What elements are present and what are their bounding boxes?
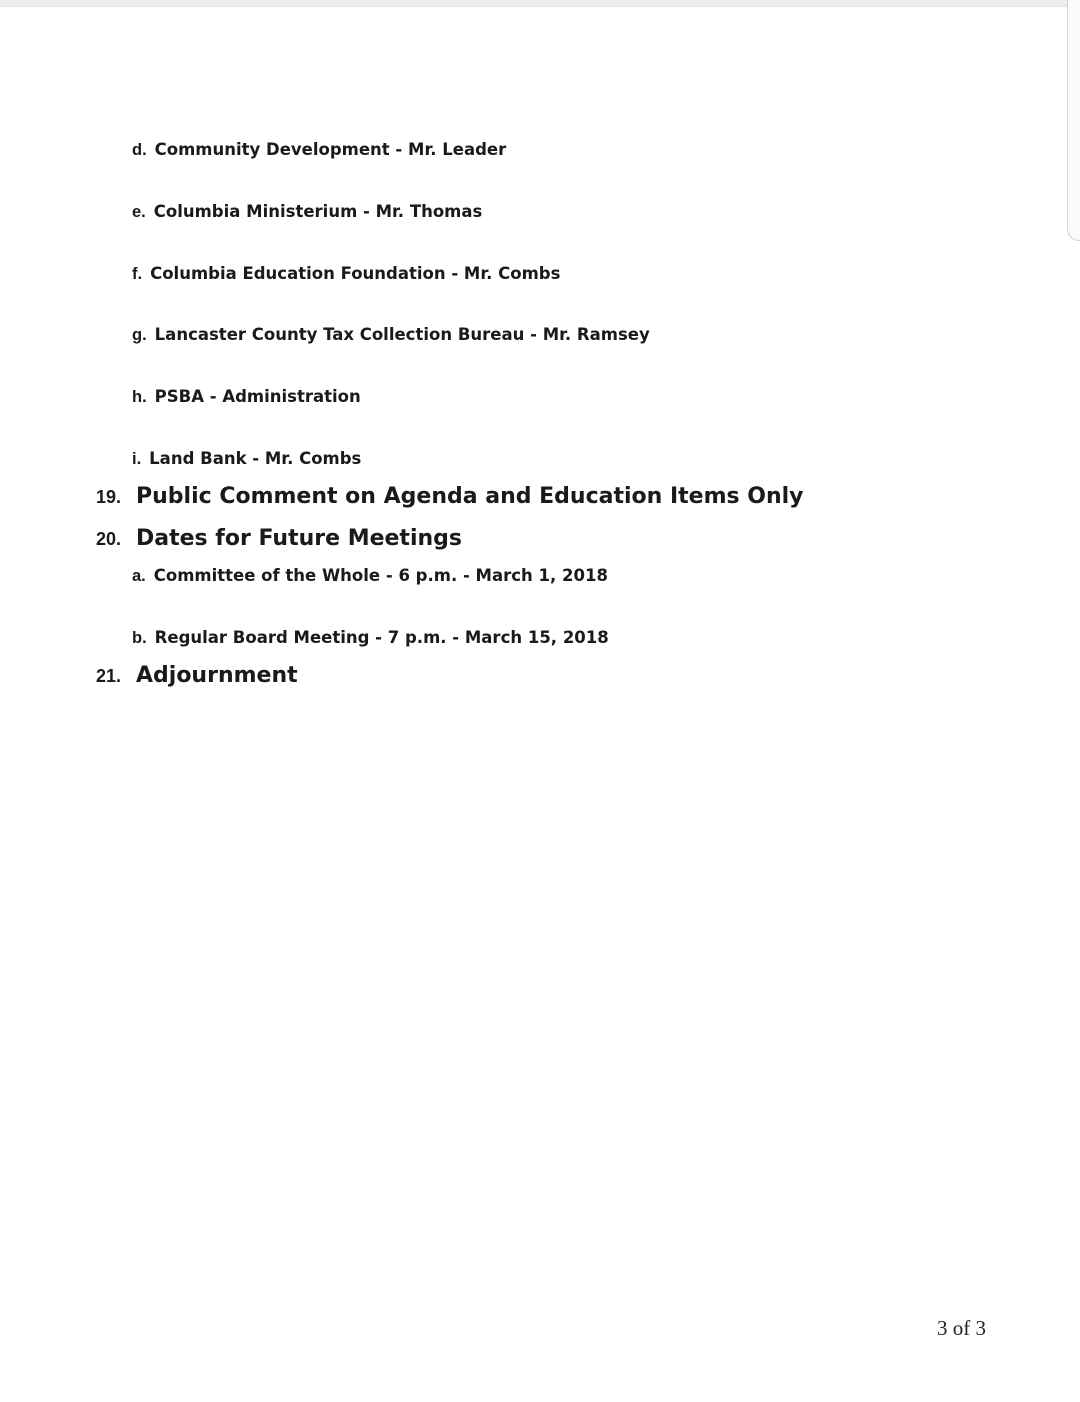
subitem-text: Regular Board Meeting - 7 p.m. - March 15, 2018 bbox=[154, 628, 609, 647]
agenda-subitem bbox=[132, 264, 560, 284]
viewer-top-strip bbox=[0, 0, 1080, 7]
item-number: 20. bbox=[96, 529, 122, 549]
subitem-text: Columbia Education Foundation - Mr. Combs bbox=[150, 264, 561, 283]
agenda-item-20 bbox=[96, 524, 462, 555]
agenda-subitem bbox=[132, 325, 650, 345]
viewer-edge-tab[interactable] bbox=[1067, 0, 1080, 241]
agenda-item-21 bbox=[96, 661, 298, 692]
subitem-letter: b. bbox=[132, 629, 147, 647]
item-number: 21. bbox=[96, 666, 122, 686]
subitem-letter: i. bbox=[132, 450, 142, 468]
subitem-text: Lancaster County Tax Collection Bureau - Mr. Ramsey bbox=[154, 325, 650, 344]
agenda-subitem bbox=[132, 140, 506, 160]
item-number: 19. bbox=[96, 487, 122, 507]
agenda-subitem bbox=[132, 628, 609, 648]
subitem-text: Columbia Ministerium - Mr. Thomas bbox=[153, 202, 483, 221]
subitem-letter: h. bbox=[132, 388, 147, 406]
subitem-text: Community Development - Mr. Leader bbox=[154, 140, 507, 159]
subitem-text: Committee of the Whole - 6 p.m. - March 1, 2018 bbox=[153, 566, 608, 585]
item-title: Public Comment on Agenda and Education Items Only bbox=[136, 484, 804, 509]
subitem-text: PSBA - Administration bbox=[154, 387, 361, 406]
agenda-subitem bbox=[132, 566, 608, 586]
subitem-text: Land Bank - Mr. Combs bbox=[149, 449, 362, 468]
subitem-letter: f. bbox=[132, 265, 143, 283]
agenda-subitem bbox=[132, 387, 361, 407]
subitem-letter: e. bbox=[132, 203, 146, 221]
page-number: 3 of 3 bbox=[937, 1316, 986, 1340]
subitem-letter: a. bbox=[132, 567, 146, 585]
agenda-subitem bbox=[132, 449, 361, 469]
agenda-subitem bbox=[132, 202, 482, 222]
subitem-letter: g. bbox=[132, 326, 147, 344]
item-title: Dates for Future Meetings bbox=[136, 526, 462, 551]
item-title: Adjournment bbox=[136, 663, 298, 688]
subitem-letter: d. bbox=[132, 141, 147, 159]
agenda-item-19 bbox=[96, 482, 804, 513]
